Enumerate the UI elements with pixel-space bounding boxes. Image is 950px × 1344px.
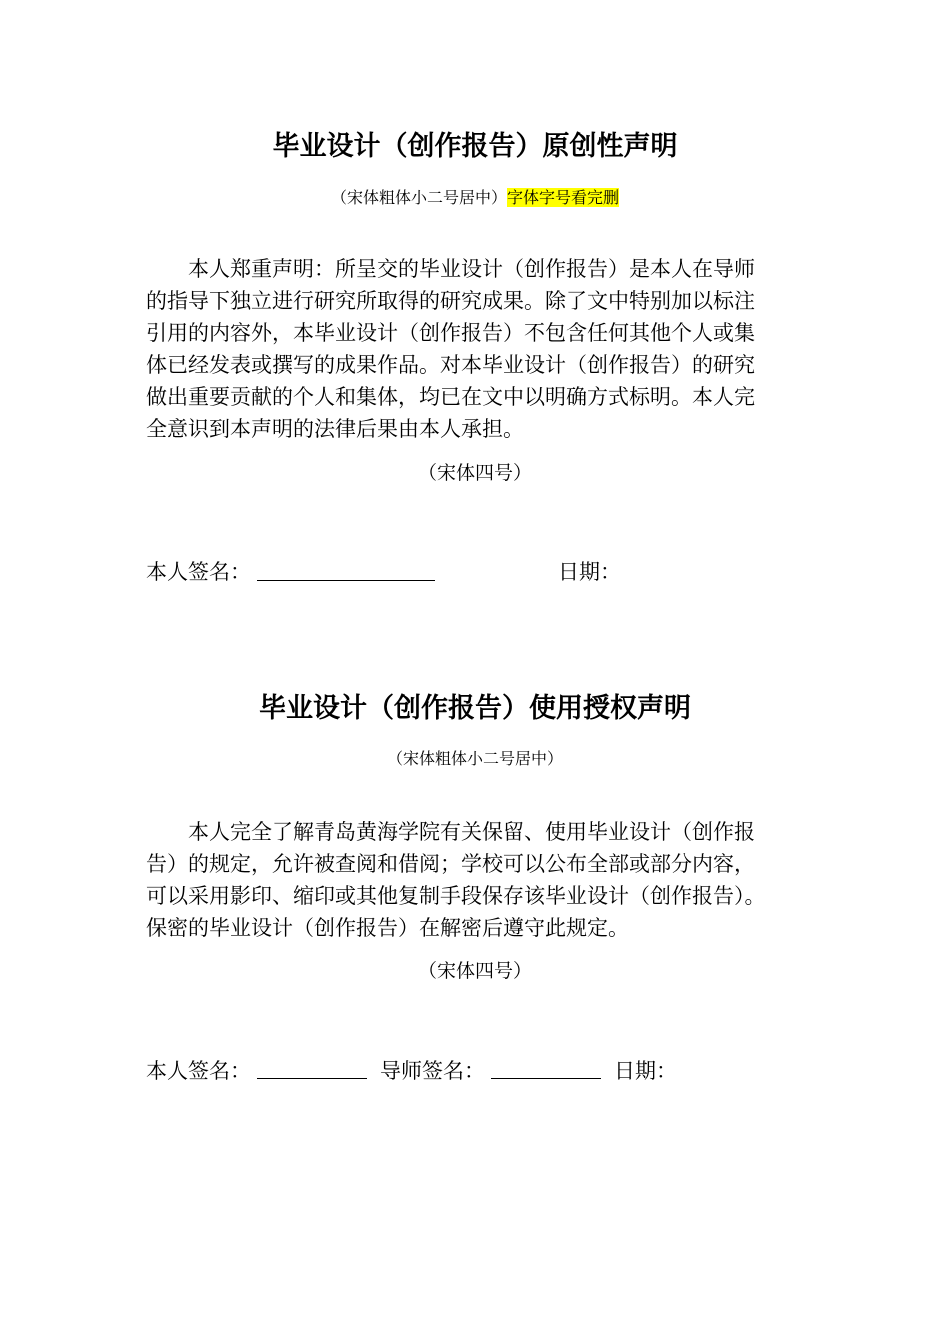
signature-label: 本人签名： [146,1059,251,1083]
date-label: 日期： [614,1059,677,1083]
paragraph-line: 告）的规定，允许被查阅和借阅；学校可以公布全部或部分内容， [146,852,755,876]
signature-label: 本人签名： [146,560,251,584]
advisor-signature-label: 导师签名： [380,1059,485,1083]
paragraph-line: 可以采用影印、缩印或其他复制手段保存该毕业设计（创作报告）。 [146,884,766,908]
authorization-format-note: （宋体粗体小二号居中） [386,749,563,768]
authorization-size-note: （宋体四号） [417,960,532,982]
paragraph-line: 本人郑重声明：所呈交的毕业设计（创作报告）是本人在导师 [188,257,755,281]
signature-line[interactable] [257,1078,367,1079]
paragraph-line: 做出重要贡献的个人和集体，均已在文中以明确方式标明。本人完 [146,385,755,409]
paragraph-line: 的指导下独立进行研究所取得的研究成果。除了文中特别加以标注 [146,289,755,313]
originality-format-note [0,185,950,208]
paragraph-line: 体已经发表或撰写的成果作品。对本毕业设计（创作报告）的研究 [146,353,755,377]
originality-paragraph [146,253,806,445]
paragraph-line: 保密的毕业设计（创作报告）在解密后遵守此规定。 [146,916,629,940]
highlighted-note: 字体字号看完删 [507,188,620,207]
format-note-text: （宋体粗体小二号居中） [330,188,507,207]
paragraph-line: 全意识到本声明的法律后果由本人承担。 [146,417,524,441]
originality-title: 毕业设计（创作报告）原创性声明 [272,131,678,162]
originality-size-note: （宋体四号） [417,462,532,484]
advisor-signature-line[interactable] [491,1078,601,1079]
date-label: 日期： [558,560,621,584]
authorization-paragraph [146,816,806,944]
paragraph-line: 本人完全了解青岛黄海学院有关保留、使用毕业设计（创作报 [188,820,755,844]
paragraph-line: 引用的内容外，本毕业设计（创作报告）不包含任何其他个人或集 [146,321,755,345]
signature-line[interactable] [257,580,435,581]
authorization-title: 毕业设计（创作报告）使用授权声明 [259,693,691,724]
